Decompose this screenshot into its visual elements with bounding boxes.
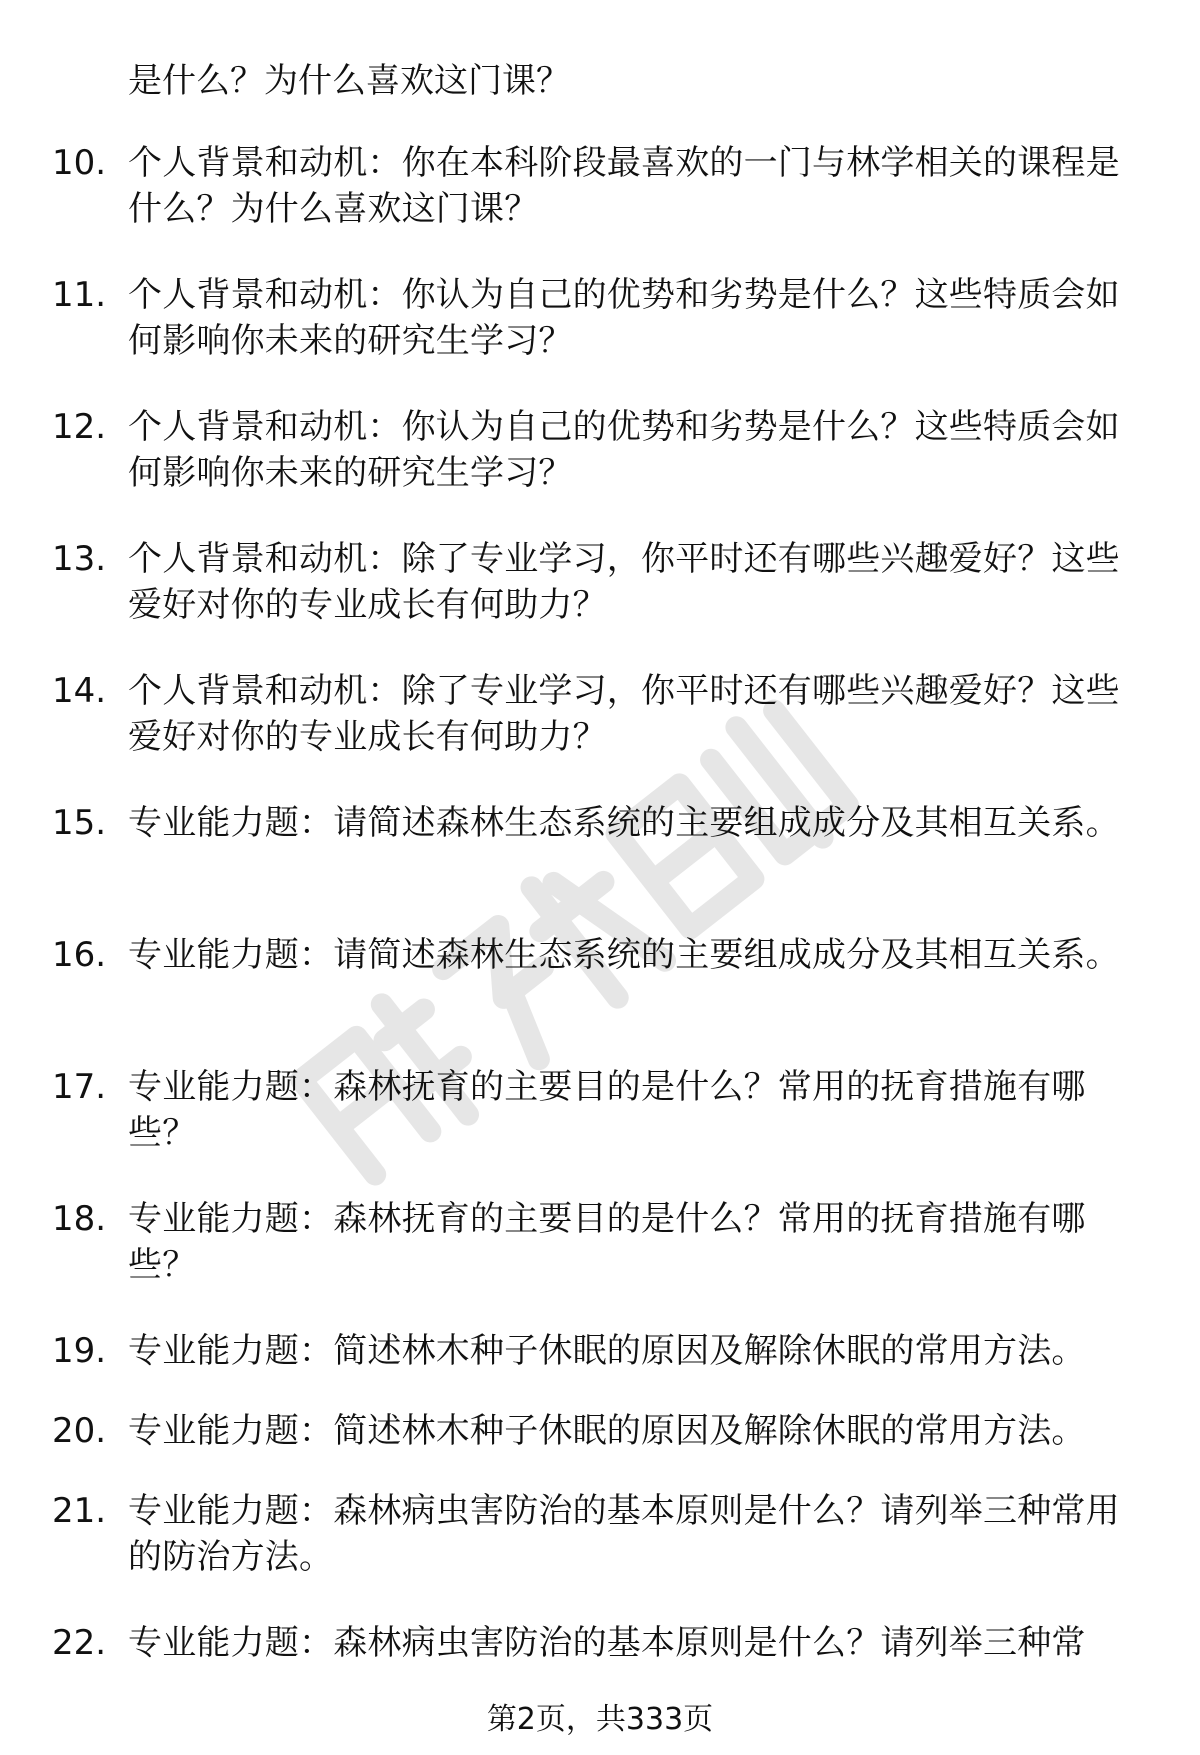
item-text: 个人背景和动机：除了专业学习，你平时还有哪些兴趣爱好？这些爱好对你的专业成长有何助力？ — [128, 539, 1120, 625]
item-number: 11. — [52, 275, 107, 315]
item-text: 专业能力题：简述林木种子休眠的原因及解除休眠的常用方法。 — [128, 1331, 1086, 1371]
page-footer: 第2页，共333页 — [486, 1702, 714, 1737]
item-text: 专业能力题：请简述森林生态系统的主要组成成分及其相互关系。 — [128, 935, 1120, 975]
item-text: 个人背景和动机：你认为自己的优势和劣势是什么？这些特质会如何影响你未来的研究生学习？ — [128, 407, 1120, 493]
item-number: 20. — [52, 1411, 107, 1451]
list-item — [0, 536, 1200, 668]
item-number: 16. — [52, 935, 107, 975]
list-item — [0, 1408, 1200, 1488]
list-item — [0, 272, 1200, 404]
item-number: 10. — [52, 143, 107, 183]
item-number: 13. — [52, 539, 107, 579]
list-item — [0, 1196, 1200, 1328]
question-list — [0, 140, 1200, 1752]
list-item — [0, 668, 1200, 800]
item-text: 专业能力题：森林病虫害防治的基本原则是什么？请列举三种常 — [128, 1623, 1086, 1663]
item-number: 18. — [52, 1199, 107, 1239]
list-item — [0, 800, 1200, 932]
item-number: 12. — [52, 407, 107, 447]
item-text: 专业能力题：森林抚育的主要目的是什么？常用的抚育措施有哪些？ — [128, 1067, 1086, 1153]
list-item — [0, 1328, 1200, 1408]
list-item — [0, 1488, 1200, 1620]
item-text: 个人背景和动机：除了专业学习，你平时还有哪些兴趣爱好？这些爱好对你的专业成长有何助力？ — [128, 671, 1120, 757]
item-text: 专业能力题：请简述森林生态系统的主要组成成分及其相互关系。 — [128, 803, 1120, 843]
list-item — [0, 1064, 1200, 1196]
item-number: 14. — [52, 671, 107, 711]
continuation-text: 是什么？为什么喜欢这门课？ — [128, 61, 570, 101]
item-text: 个人背景和动机：你在本科阶段最喜欢的一门与林学相关的课程是什么？为什么喜欢这门课？ — [128, 143, 1120, 229]
item-number: 22. — [52, 1623, 107, 1663]
item-number: 17. — [52, 1067, 107, 1107]
item-text: 个人背景和动机：你认为自己的优势和劣势是什么？这些特质会如何影响你未来的研究生学习？ — [128, 275, 1120, 361]
item-text: 专业能力题：简述林木种子休眠的原因及解除休眠的常用方法。 — [128, 1411, 1086, 1451]
item-number: 19. — [52, 1331, 107, 1371]
item-number: 15. — [52, 803, 107, 843]
item-number: 21. — [52, 1491, 107, 1531]
list-item — [0, 140, 1200, 272]
item-text: 专业能力题：森林病虫害防治的基本原则是什么？请列举三种常用的防治方法。 — [128, 1491, 1120, 1577]
list-item — [0, 932, 1200, 1064]
list-item — [0, 404, 1200, 536]
item-text: 专业能力题：森林抚育的主要目的是什么？常用的抚育措施有哪些？ — [128, 1199, 1086, 1285]
